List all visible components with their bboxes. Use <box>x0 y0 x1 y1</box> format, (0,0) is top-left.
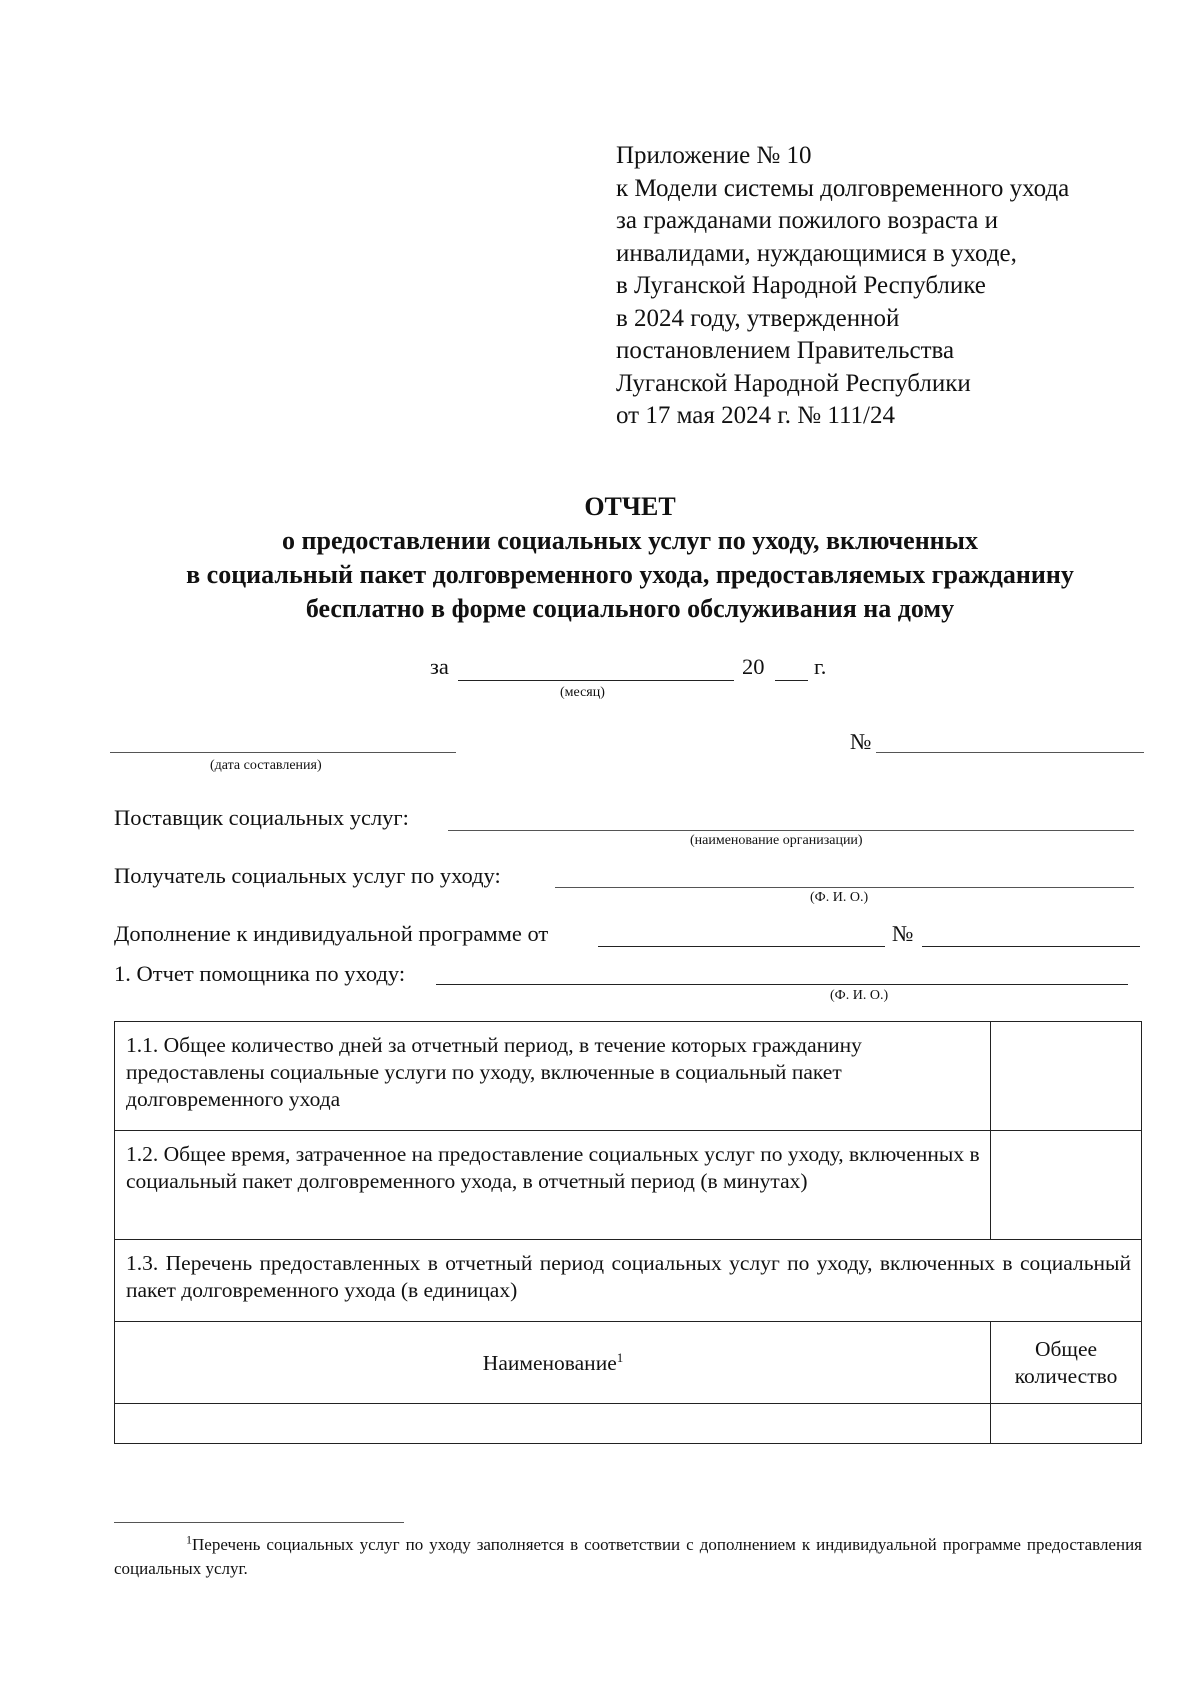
assistant-hint: (Ф. И. О.) <box>830 988 889 1003</box>
service-name-cell[interactable] <box>115 1404 991 1444</box>
assistant-label: 1. Отчет помощника по уходу: <box>114 961 406 986</box>
row-1-2-text: 1.2. Общее время, затраченное на предоставление социальных услуг по уходу, включенных в социальный пакет долговременного ухода, в отчетный период (в минутах) <box>115 1131 991 1240</box>
period-year-prefix: 20 <box>742 654 765 679</box>
row-1-3-text: 1.3. Перечень предоставленных в отчетный период социальных услуг по уходу, включенных в социальный пакет долговременного ухода (в единицах) <box>115 1240 1142 1322</box>
table-row <box>115 1404 1142 1444</box>
period-year-suffix: г. <box>814 654 827 679</box>
period-prefix: за <box>430 654 449 679</box>
recipient-hint: (Ф. И. О.) <box>810 890 869 905</box>
date-field[interactable] <box>110 752 456 753</box>
recipient-field[interactable] <box>555 887 1134 888</box>
appendix-line: Луганской Народной Республики <box>616 369 971 397</box>
footnote-ref: 1 <box>616 1349 624 1365</box>
date-hint: (дата составления) <box>210 758 322 773</box>
provider-field[interactable] <box>448 830 1134 831</box>
appendix-line: за гражданами пожилого возраста и <box>616 207 999 234</box>
footnote <box>114 1533 1142 1581</box>
title-heading: ОТЧЕТ <box>584 492 676 521</box>
appendix-line: инвалидами, нуждающимися в уходе, <box>616 239 1017 267</box>
provider-hint: (наименование организации) <box>690 833 863 848</box>
period-month-hint: (месяц) <box>560 685 605 700</box>
title-line: бесплатно в форме социального обслуживания на дому <box>305 594 955 623</box>
footnote-mark: 1 <box>186 1532 192 1547</box>
addendum-number-field[interactable] <box>922 946 1140 947</box>
appendix-line: в Луганской Народной Республике <box>616 272 986 299</box>
appendix-line: к Модели системы долговременного ухода <box>616 174 1070 202</box>
row-1-2-value-cell[interactable] <box>991 1131 1142 1240</box>
row-1-1-text: 1.1. Общее количество дней за отчетный период, в течение которых гражданину предоставлены социальные услуги по уходу, включенные в социальный пакет долговременного ухода <box>115 1022 991 1131</box>
table-row <box>115 1131 1142 1240</box>
number-field[interactable] <box>876 752 1144 753</box>
column-total-header: Общее количество <box>991 1322 1142 1404</box>
assistant-field[interactable] <box>436 984 1128 985</box>
appendix-line: постановлением Правительства <box>616 337 955 364</box>
table-row <box>115 1022 1142 1131</box>
recipient-label: Получатель социальных услуг по уходу: <box>114 863 501 888</box>
appendix-line: от 17 мая 2024 г. № 111/24 <box>616 402 895 429</box>
provider-label: Поставщик социальных услуг: <box>114 805 409 830</box>
footnote-separator <box>114 1522 404 1523</box>
period-month-field[interactable] <box>458 680 734 681</box>
report-table <box>114 1021 1142 1444</box>
number-label: № <box>850 729 872 754</box>
row-1-1-value-cell[interactable] <box>991 1022 1142 1131</box>
addendum-label: Дополнение к индивидуальной программе от <box>114 921 549 946</box>
table-header-row <box>115 1322 1142 1404</box>
addendum-number-label: № <box>892 921 914 946</box>
column-name-label: Наименование <box>482 1351 617 1375</box>
period-year-field[interactable] <box>775 680 808 681</box>
appendix-line: в 2024 году, утвержденной <box>616 304 900 332</box>
footnote-text: Перечень социальных услуг по уходу заполняется в соответствии с дополнением к индивидуальной программе предоставления социальных услуг. <box>114 1535 1142 1578</box>
addendum-date-field[interactable] <box>598 946 885 947</box>
document-title <box>100 490 1160 626</box>
appendix-header <box>616 140 1069 433</box>
appendix-line: Приложение № 10 <box>616 142 812 169</box>
table-row <box>115 1240 1142 1322</box>
title-line: о предоставлении социальных услуг по уходу, включенных <box>282 526 978 555</box>
title-line: в социальный пакет долговременного ухода, предоставляемых гражданину <box>186 560 1074 589</box>
column-name-header <box>115 1322 991 1404</box>
service-total-cell[interactable] <box>991 1404 1142 1444</box>
